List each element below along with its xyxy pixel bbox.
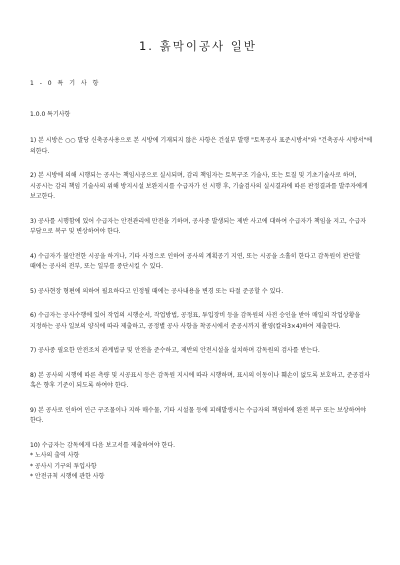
paragraph-2: 2) 본 시방에 의해 시행되는 공사는 책임시공으로 실시되며, 감리 책임자는 토목구조 기술사, 또는 토질 및 기초기술사로 하며, 시공시는 감리 책임 기술사의 위해 방지시설 보완지시를 수급자가 선 시행 후, 기술검사의 실시결과에 따른 판정결과를 발주자에게 보고한다. bbox=[30, 172, 368, 200]
page-title: 1. 흙막이공사 일반 bbox=[138, 39, 258, 53]
paragraph-3: 3) 공사를 시행함에 있어 수급자는 안전관리에 만전을 기하며, 공사중 발생되는 제반 사고에 대하여 수급자가 책임을 지고, 수급자 부담으로 복구 및 변상하여야 한다. bbox=[30, 217, 367, 235]
paragraph-4: 4) 수급자가 불안전한 시공을 하거나, 기타 사정으로 인하여 공사의 계획공기 지연, 또는 시공을 소홀히 한다고 감독원이 판단할 때에는 공사의 전부, 또는 일부를 중단시킬 수 있다. bbox=[30, 252, 361, 270]
list-item: * 안전규칙 시행에 관한 사항 bbox=[30, 473, 105, 480]
paragraph-7: 7) 공사중 필요한 안전조치 관계법규 및 안전을 준수하고, 제반의 안전시설을 설치하며 감독원의 검사를 받는다. bbox=[30, 347, 320, 354]
paragraph-1: 1) 본 시방은 ○○ 발당 신축공사용으로 본 시방에 기재되지 않은 사항은 건설부 발행 "토목공사 표준시방서"와 "건축공사 시방서"에 의한다. bbox=[30, 137, 373, 155]
list-item: * 노사의 출역 사항 bbox=[30, 452, 80, 459]
paragraph-5: 5) 공사현장 형편에 의하여 필요하다고 인정될 때에는 공사내용을 변경 또는 타절 준공할 수 있다. bbox=[30, 287, 284, 295]
section-heading: 1 - 0 특 기 사 항 bbox=[30, 80, 101, 87]
subsection-heading: 1.0.0 특기사항 bbox=[30, 111, 71, 118]
paragraph-8: 8) 본 공사의 시행에 따른 측량 및 시공표시 등은 감독원 지시에 따라 시행하며, 표시의 이동이나 훼손이 없도록 보호하고, 준공검사 혹은 향후 기준이 되도록 하여야 한다. bbox=[30, 371, 370, 389]
paragraph-9: 9) 본 공사로 인하여 인근 구조물이나 지하 매수물, 기타 시설물 등에 피해발생시는 수급자의 책임하에 완전 복구 또는 보상하여야 한다. bbox=[30, 406, 367, 424]
list-item: * 공사시 기구의 투입사항 bbox=[30, 462, 97, 470]
report-list bbox=[30, 451, 374, 483]
paragraph-10: 10) 수급자는 감독에게 다음 보고서를 제출하여야 한다. bbox=[30, 441, 176, 449]
paragraph-6: 6) 수급자는 공사수행에 있어 작업의 시행순서, 작업방법, 공정표, 투입장비 등을 감독원의 사전 승인을 받아 매일의 작업상황을 지정하는 공사 일보의 양식에 따라 제출하고, 공정별 공사 사항을 착공시에서 준공시까지 촬영(칼라3×4)하여 제출한다. bbox=[30, 312, 361, 330]
